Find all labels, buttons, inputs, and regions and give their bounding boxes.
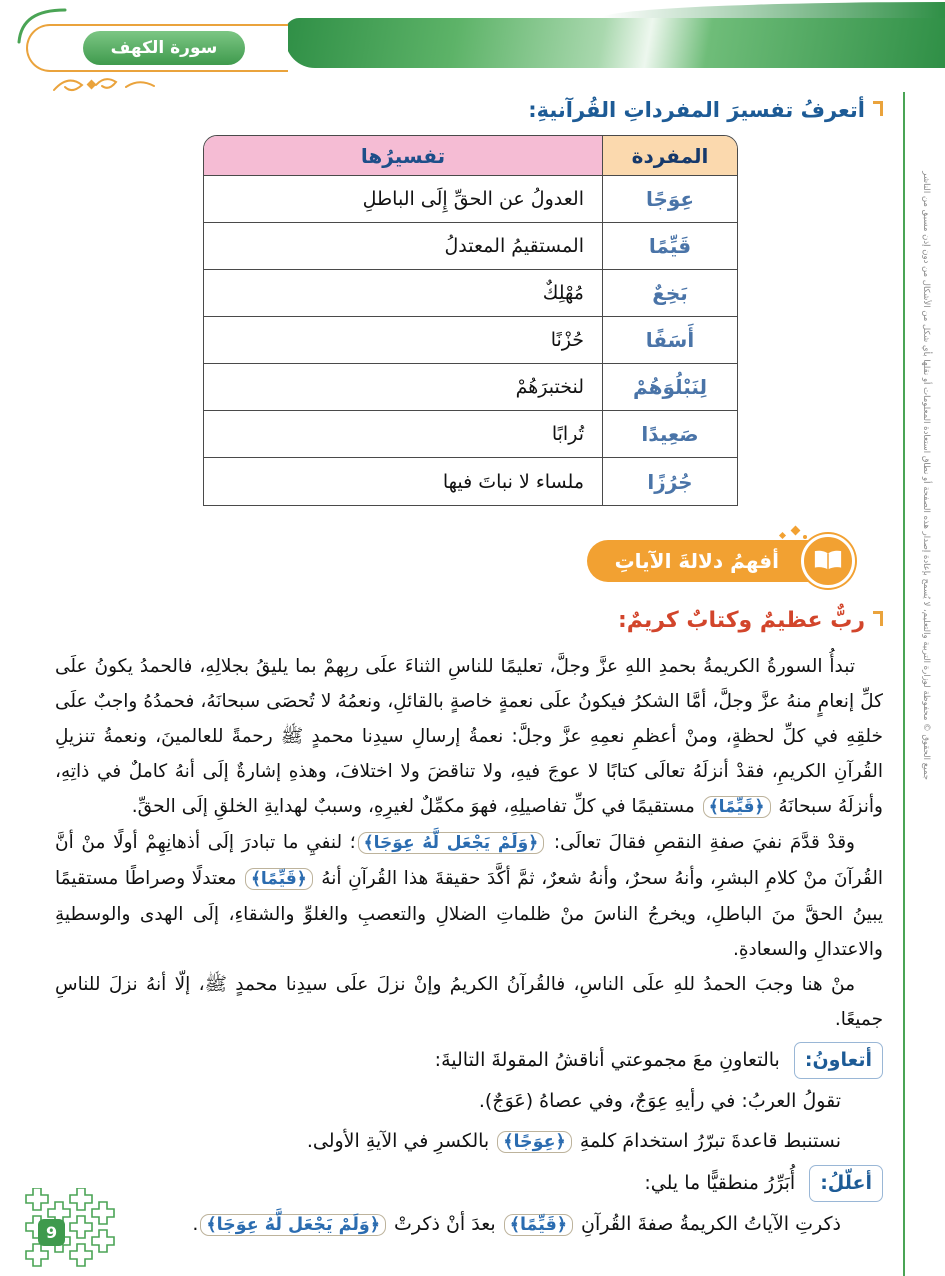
header-green-band <box>285 18 945 68</box>
justify-intro: أُبَرِّرُ منطقيًّا ما يلي: <box>644 1172 796 1195</box>
quran-quote: ﴿وَلَمْ يَجْعَل لَّهُ عِوَجَا﴾ <box>200 1214 386 1236</box>
lesson-body <box>55 649 883 1037</box>
paragraph: وقدْ قدَّمَ نفيَ صفةِ النقصِ فقالَ تعالَى: ﴿وَلَمْ يَجْعَل لَّهُ عِوَجَا﴾؛ لنفيِ ما تبادرَ إلَى أذهانِهِمْ أولًا منْ أنَّ القُرآنَ منْ كلامِ البشرِ، وأنهُ سحرٌ، وأنهُ شعرٌ، ثمَّ أكَّدَ حقيقةَ هذا القُرآنِ أنهُ ﴿قَيِّمًا﴾ معتدلًا وصراطًا مستقيمًا يبينُ الحقَّ منَ الباطلِ، ويخرجُ الناسَ منْ ظلماتِ الضلالِ والتعصبِ والغلوِّ والشقاءِ، إلَى الهدى والوسطيةِ والاعتدالِ والسعادةِ. <box>55 832 883 961</box>
vocab-table <box>203 135 738 506</box>
ornament-flourish-icon <box>50 72 170 98</box>
lesson-subtitle-text: ربٌّ عظيمٌ وكتابٌ كريمٌ: <box>617 608 865 634</box>
vocab-meaning: المستقيمُ المعتدلُ <box>204 223 602 270</box>
cooperate-activity <box>55 1042 883 1079</box>
vocab-meaning: العدولُ عن الحقِّ إِلَى الباطلِ <box>204 176 602 223</box>
vocab-table-body <box>204 176 737 505</box>
paragraph: منْ هنا وجبَ الحمدُ للهِ علَى الناسِ، فالقُرآنُ الكريمُ وإنْ نزلَ علَى سيدِنا محمدٍ ﷺ، إلّا أنهُ نزلَ للناسِ جميعًا. <box>55 974 883 1031</box>
vocab-meaning: تُرابًا <box>204 411 602 458</box>
vocab-meaning: مُهْلِكٌ <box>204 270 602 317</box>
corner-bracket-icon <box>873 101 883 116</box>
vocab-word: صَعِيدًا <box>602 411 737 458</box>
col-header-word: المفردة <box>602 136 737 176</box>
understand-badge-label: أفهمُ دلالةَ الآياتِ <box>614 549 779 574</box>
main-content <box>55 96 883 1243</box>
cooperate-line: نستنبط قاعدةَ تبرّرُ استخدامَ كلمةِ ﴿عِوَجًا﴾ بالكسرِ في الآيةِ الأولى. <box>306 1130 841 1153</box>
table-row <box>204 270 737 317</box>
copyright-vertical-text: جميع الحقوق © محفوظة لوزارة التربية والتعليم، لا يُسمح بإعادة إصدار هذه الصفحة أو نطاق استعادة المعلومات أو نقلها بأي شكل من الأشكال من دون إذن مسبق من الناشر <box>921 171 931 780</box>
justify-label: أعلّلُ: <box>809 1165 883 1202</box>
understand-badge <box>587 540 843 582</box>
vocab-word: قَيِّمًا <box>602 223 737 270</box>
side-vertical-rule <box>903 92 905 1276</box>
table-row <box>204 223 737 270</box>
quran-quote: ﴿قَيِّمًا﴾ <box>504 1214 573 1236</box>
vocab-word: جُرُزًا <box>602 458 737 505</box>
quran-quote: ﴿قَيِّمًا﴾ <box>245 868 313 890</box>
quran-quote: ﴿عِوَجًا﴾ <box>497 1131 572 1153</box>
cooperate-line: تقولُ العربُ: في رأيهِ عِوَجٌ، وفي عصاهُ (عَوَجٌ). <box>478 1090 841 1113</box>
justify-activity <box>55 1165 883 1202</box>
vocab-word: أَسَفًا <box>602 317 737 364</box>
open-book-icon <box>801 534 855 588</box>
vocab-word: عِوَجًا <box>602 176 737 223</box>
justify-line: ذكرتِ الآياتُ الكريمةُ صفةَ القُرآنِ ﴿قَيِّمًا﴾ بعدَ أنْ ذكرتْ ﴿وَلَمْ يَجْعَل لَّهُ عِوَجَا﴾. <box>192 1213 841 1236</box>
vocab-section-title <box>55 96 883 125</box>
surah-title: سورة الكهف <box>83 31 245 65</box>
paragraph: تبدأُ السورةُ الكريمةُ بحمدِ اللهِ عزَّ وجلَّ، تعليمًا للناسِ الثناءَ علَى ربِهمْ بما يليقُ بجلالِهِ، فالحمدُ يكونُ علَى كلِّ إنعامٍ منهُ عزَّ وجلَّ، أمَّا الشكرُ فيكونُ علَى نعمةٍ خاصةٍ بالقائلِ، ونعمُهُ لا تُحصَى سبحانَهُ، فحمدُهُ واجبٌ علَى خلقِهِ في كلِّ لحظةٍ، ومنْ أعظمِ نعمِهِ عزَّ وجلَّ: نعمةُ إرسالِ سيدِنا محمدٍ ﷺ رحمةً للعالمينَ، ونعمةُ تنزيلِ القُرآنِ الكريمِ، فقدْ أنزلَهُ تعالَى كتابًا لا عوجَ فيهِ، ولا تناقضَ ولا اختلافَ، وهذهِ إشارةٌ إلَى أنهُ كاملٌ في ذاتِهِ، وأنزلَهُ سبحانَهُ ﴿قَيِّمًا﴾ مستقيمًا في كلِّ تفاصيلِهِ، فهوَ مكمِّلٌ لغيرِهِ، وسببٌ لهدايةِ الخلقِ إلَى الحقِّ. <box>55 656 883 818</box>
col-header-meaning: تفسيرُها <box>204 136 602 176</box>
vocab-word: بَخِعٌ <box>602 270 737 317</box>
vocab-meaning: لنختبرَهُمْ <box>204 364 602 411</box>
vocab-table-header <box>204 136 737 176</box>
table-row <box>204 317 737 364</box>
vocab-meaning: ملساء لا نباتَ فيها <box>204 458 602 505</box>
quran-quote: ﴿وَلَمْ يَجْعَل لَّهُ عِوَجَا﴾ <box>358 832 545 854</box>
table-row <box>204 411 737 458</box>
sparkle-ornament <box>803 535 807 539</box>
quran-quote: ﴿قَيِّمًا﴾ <box>703 796 771 818</box>
understand-badge-row <box>55 540 843 582</box>
corner-bracket-icon <box>873 611 883 626</box>
sparkle-ornament <box>779 532 786 539</box>
cooperate-label: أتعاونُ: <box>794 1042 883 1079</box>
vocab-section-title-text: أتعرفُ تفسيرَ المفرداتِ القُرآنيةِ: <box>528 98 865 122</box>
sparkle-ornament <box>791 526 801 536</box>
table-row <box>204 176 737 223</box>
lesson-subtitle <box>55 606 883 637</box>
decorative-cross-pattern <box>14 1188 118 1272</box>
vocab-word: لِنَبْلُوَهُمْ <box>602 364 737 411</box>
table-row <box>204 458 737 505</box>
page-number: 9 <box>38 1219 65 1246</box>
table-row <box>204 364 737 411</box>
cooperate-intro: بالتعاونِ معَ مجموعتي أناقشُ المقولةَ التاليةَ: <box>434 1049 780 1072</box>
vocab-meaning: حُزْنًا <box>204 317 602 364</box>
surah-label-frame <box>26 24 288 72</box>
